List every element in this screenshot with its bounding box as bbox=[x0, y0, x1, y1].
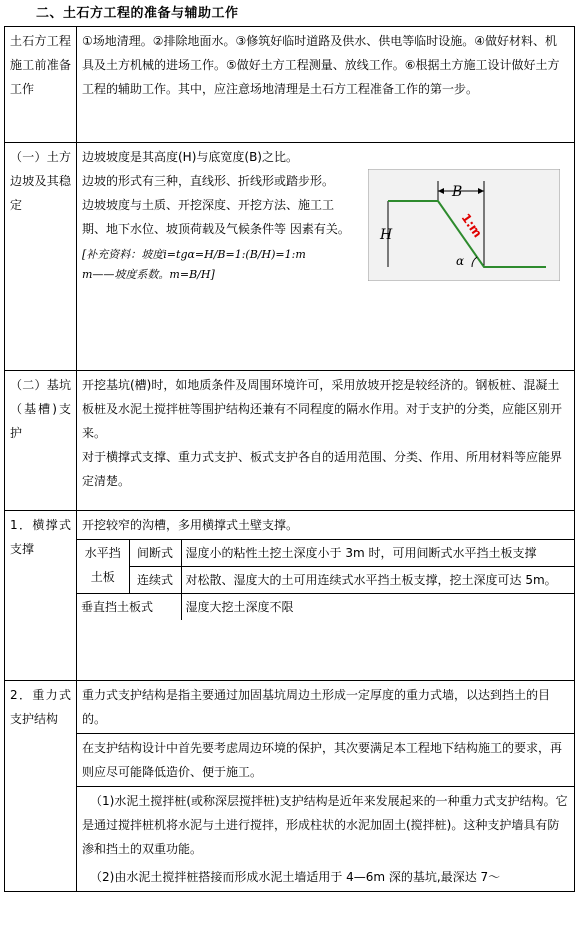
row-text: ①场地清理。②排除地面水。③修筑好临时道路及供水、供电等临时设施。④做好材料、机具及土方机械的进场工作。⑤做好土方工程测量、放线工作。⑥根据土方施工设计做好土方工程的辅助工作。其中，应注意场地清理是土石方工程准备工作的第一步。 bbox=[77, 27, 575, 143]
supplement-note-1: [补充资料：坡度i=tgα=H/B=1:(B/H)=1:m bbox=[82, 248, 306, 261]
continuous-text: 对松散、湿度大的土可用连续式水平挡土板支撑，挖土深度可达 5m。 bbox=[181, 567, 574, 594]
bracing-table bbox=[77, 539, 574, 620]
row-label: 1．横撑式支撑 bbox=[5, 511, 77, 681]
row-text bbox=[77, 371, 575, 511]
table-row bbox=[77, 594, 574, 621]
table-row bbox=[5, 371, 575, 511]
row-label: 土石方工程施工前准备工作 bbox=[5, 27, 77, 143]
label-h: H bbox=[380, 227, 393, 243]
horizontal-board-label: 水平挡土板 bbox=[77, 540, 129, 594]
table-row bbox=[77, 567, 574, 594]
support-text-2: 对于横撑式支撑、重力式支护、板式支护各自的适用范围、分类、作用、所用材料等应能界定清楚。 bbox=[82, 450, 563, 488]
table-row bbox=[5, 143, 575, 371]
slope-forms-text: 边坡的形式有三种，直线形、折线形或踏步形。 bbox=[82, 174, 335, 188]
vertical-board-text: 湿度大挖土深度不限 bbox=[181, 594, 574, 621]
bracing-cell bbox=[77, 511, 575, 681]
section-title: 二、土石方工程的准备与辅助工作 bbox=[36, 6, 239, 21]
row-label: （二）基坑（基槽)支护 bbox=[5, 371, 77, 511]
gravity-text-2: 在支护结构设计中首先要考虑周边环境的保护，其次要满足本工程地下结构施工的要求，再则应尽可能降低造价、便于施工。 bbox=[77, 734, 574, 787]
gravity-text-3: （1)水泥土搅拌桩(或称深层搅拌桩)支护结构是近年来发展起来的一种重力式支护结构。它是通过搅拌桩机将水泥与土进行搅拌，形成柱状的水泥加固土(搅拌桩)。这种支护墙具有防渗和挡土的双重功能。 bbox=[82, 794, 568, 856]
slope-def-text: 边坡坡度是其高度(H)与底宽度(B)之比。 bbox=[82, 150, 298, 164]
table-row bbox=[5, 511, 575, 681]
gravity-text-4: （2)由水泥土搅拌桩搭接而形成水泥土墙适用于 4—6m 深的基坑,最深达 7～ bbox=[90, 870, 501, 884]
vertical-board-label: 垂直挡土板式 bbox=[77, 594, 181, 621]
intermittent-label: 间断式 bbox=[129, 540, 181, 567]
label-b: B bbox=[452, 184, 463, 200]
content-table bbox=[4, 26, 575, 892]
label-alpha: α bbox=[456, 254, 465, 268]
slope-cell bbox=[77, 143, 575, 371]
gravity-text-1: 重力式支护结构是指主要通过加固基坑周边土形成一定厚度的重力式墙，以达到挡土的目的。 bbox=[77, 681, 574, 734]
table-row bbox=[77, 540, 574, 567]
supplement-note-2: m——坡度系数。m=B/H] bbox=[82, 268, 215, 281]
continuous-label: 连续式 bbox=[129, 567, 181, 594]
bracing-intro: 开挖较窄的沟槽，多用横撑式土壁支撑。 bbox=[82, 518, 299, 532]
table-row bbox=[5, 27, 575, 143]
slope-factors-text: 边坡坡度与土质、开挖深度、开挖方法、施工工期、地下水位、坡顶荷载及气候条件等 因素有关。 bbox=[82, 198, 350, 236]
intermittent-text: 湿度小的粘性土挖土深度小于 3m 时，可用间断式水平挡土板支撑 bbox=[181, 540, 574, 567]
label-ratio: 1:m bbox=[458, 210, 485, 241]
table-row bbox=[5, 681, 575, 892]
row-label: 2．重力式支护结构 bbox=[5, 681, 77, 892]
support-text-1: 开挖基坑(槽)时，如地质条件及周围环境许可，采用放坡开挖是较经济的。钢板桩、混凝土板桩及水泥土搅拌桩等围护结构还兼有不同程度的隔水作用。对于支护的分类，应能区别开来。 bbox=[82, 378, 563, 440]
gravity-cell bbox=[77, 681, 575, 892]
row-label: （一）土方边坡及其稳定 bbox=[5, 143, 77, 371]
slope-figure bbox=[368, 169, 560, 281]
